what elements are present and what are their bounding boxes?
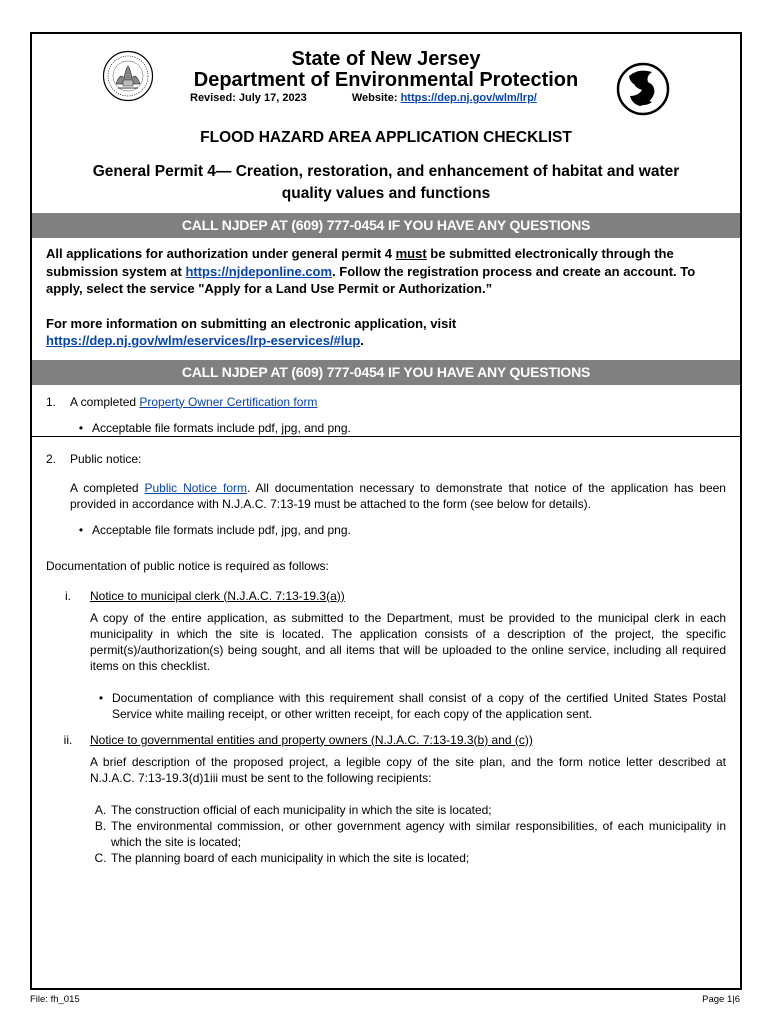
page-footer (30, 994, 740, 1005)
checklist-item-2 (32, 437, 740, 866)
intro-text: For more information on submitting an electronic application, visit (46, 315, 457, 331)
subitem-number: i. (65, 588, 71, 603)
item-text: A completed (70, 394, 140, 409)
subitem-i-title: Notice to municipal clerk (N.J.A.C. 7:13-19.3(a)) (90, 588, 345, 603)
item-1-line (46, 394, 726, 410)
eservices-link[interactable]: https://dep.nj.gov/wlm/eservices/lrp-eservices/#lup (46, 333, 361, 348)
page-header (32, 34, 740, 129)
subitem-ii-body (90, 732, 726, 866)
list-item (90, 802, 726, 818)
public-notice-paragraph (70, 480, 726, 512)
recipient-list (90, 802, 726, 866)
must-emphasis: must (395, 246, 427, 261)
list-text: The planning board of each municipality in which the site is located; (111, 850, 470, 865)
subitem-i-body (90, 588, 726, 722)
bullet-text: Documentation of compliance with this requirement shall consist of a copy of the certified United States Postal Service white mailing receipt, or other written receipt, for each copy of the application sent. (112, 690, 726, 721)
document-frame (30, 32, 742, 990)
subitem-i-bullet (90, 690, 726, 722)
item-1-bullet (70, 420, 726, 436)
item-2-line (46, 451, 726, 467)
header-meta (190, 92, 537, 104)
contact-banner-top: CALL NJDEP AT (609) 777-0454 IF YOU HAVE ANY QUESTIONS (32, 213, 740, 238)
para-text: A completed (70, 480, 145, 495)
item-1-text (70, 394, 317, 410)
list-text: The construction official of each municipality in which the site is located; (111, 802, 492, 817)
item-number: 2. (46, 451, 57, 466)
list-item (90, 850, 726, 866)
njdeponline-link[interactable]: https://njdeponline.com (185, 263, 333, 279)
intro-text: . Follow the registration process and create an account. To apply, select the service "Apply for a Land Use Permit or Authorization.” (46, 263, 696, 296)
list-letter: C. (94, 850, 107, 865)
intro-text: be submitted electronically through the submission system at (46, 246, 674, 279)
subitem-number: ii. (63, 732, 73, 747)
item-2-label: Public notice: (70, 451, 142, 466)
intro-paragraph-2 (46, 315, 726, 350)
subitem-ii-title: Notice to governmental entities and property owners (N.J.A.C. 7:13-19.3(b) and (c)) (90, 732, 533, 747)
bullet-icon: • (78, 522, 84, 537)
file-id: File: fh_015 (30, 994, 80, 1005)
bullet-text: Acceptable file formats include pdf, jpg, and png. (92, 522, 351, 537)
item-2-bullet (70, 522, 726, 538)
list-item (90, 818, 726, 850)
list-letter: A. (94, 802, 107, 817)
list-text: The environmental commission, or other government agency with similar responsibilities, of each municipality in which the site is located; (111, 818, 726, 849)
intro-text: . (360, 333, 364, 348)
bullet-icon: • (98, 690, 104, 705)
revised-date: Revised: July 17, 2023 (190, 92, 307, 104)
item-number: 1. (46, 394, 57, 409)
subitem-ii (46, 732, 726, 866)
checklist-item-1 (32, 385, 740, 437)
para-text: . All documentation necessary to demonstrate that notice of the application has been provided in accordance with N.J.A.C. 7:13-19 must be attached to the form (see below for details). (70, 480, 726, 511)
permit-subtitle: General Permit 4— Creation, restoration, and enhancement of habitat and water quality values and functions (92, 163, 680, 202)
public-notice-form-link[interactable]: Public Notice form (144, 480, 247, 495)
bullet-text: Acceptable file formats include pdf, jpg, and png. (92, 420, 351, 435)
contact-banner-bottom: CALL NJDEP AT (609) 777-0454 IF YOU HAVE ANY QUESTIONS (32, 360, 740, 385)
page-number: Page 1|6 (702, 994, 740, 1005)
checklist-title: FLOOD HAZARD AREA APPLICATION CHECKLIST (200, 129, 572, 146)
property-owner-certification-link[interactable]: Property Owner Certification form (139, 394, 318, 409)
intro-section (32, 238, 740, 350)
intro-text: All applications for authorization under general permit 4 (46, 246, 396, 261)
subitem-i-paragraph: A copy of the entire application, as submitted to the Department, must be provided to the municipal clerk in each municipality in which the site is located. The application consists of a description of the project, the specific permit(s)/authorization(s) being sought, and all items that will be uploaded to the online service, including all required items on this checklist. (90, 610, 726, 673)
bullet-icon: • (78, 420, 84, 435)
state-name: State of New Jersey (291, 48, 481, 70)
subitem-i (46, 588, 726, 722)
website-label: Website: (351, 92, 398, 104)
subitem-ii-paragraph: A brief description of the proposed project, a legible copy of the site plan, and the form notice letter described at N.J.A.C. 7:13-19.3(d)1iii must be sent to the following recipients: (90, 754, 726, 785)
documentation-heading: Documentation of public notice is required as follows: (46, 558, 329, 573)
website-link[interactable]: https://dep.nj.gov/wlm/lrp/ (400, 92, 537, 104)
njdep-logo-icon (616, 62, 670, 116)
list-letter: B. (94, 818, 107, 833)
department-name: Department of Environmental Protection (193, 69, 579, 91)
intro-paragraph-1 (46, 245, 726, 298)
